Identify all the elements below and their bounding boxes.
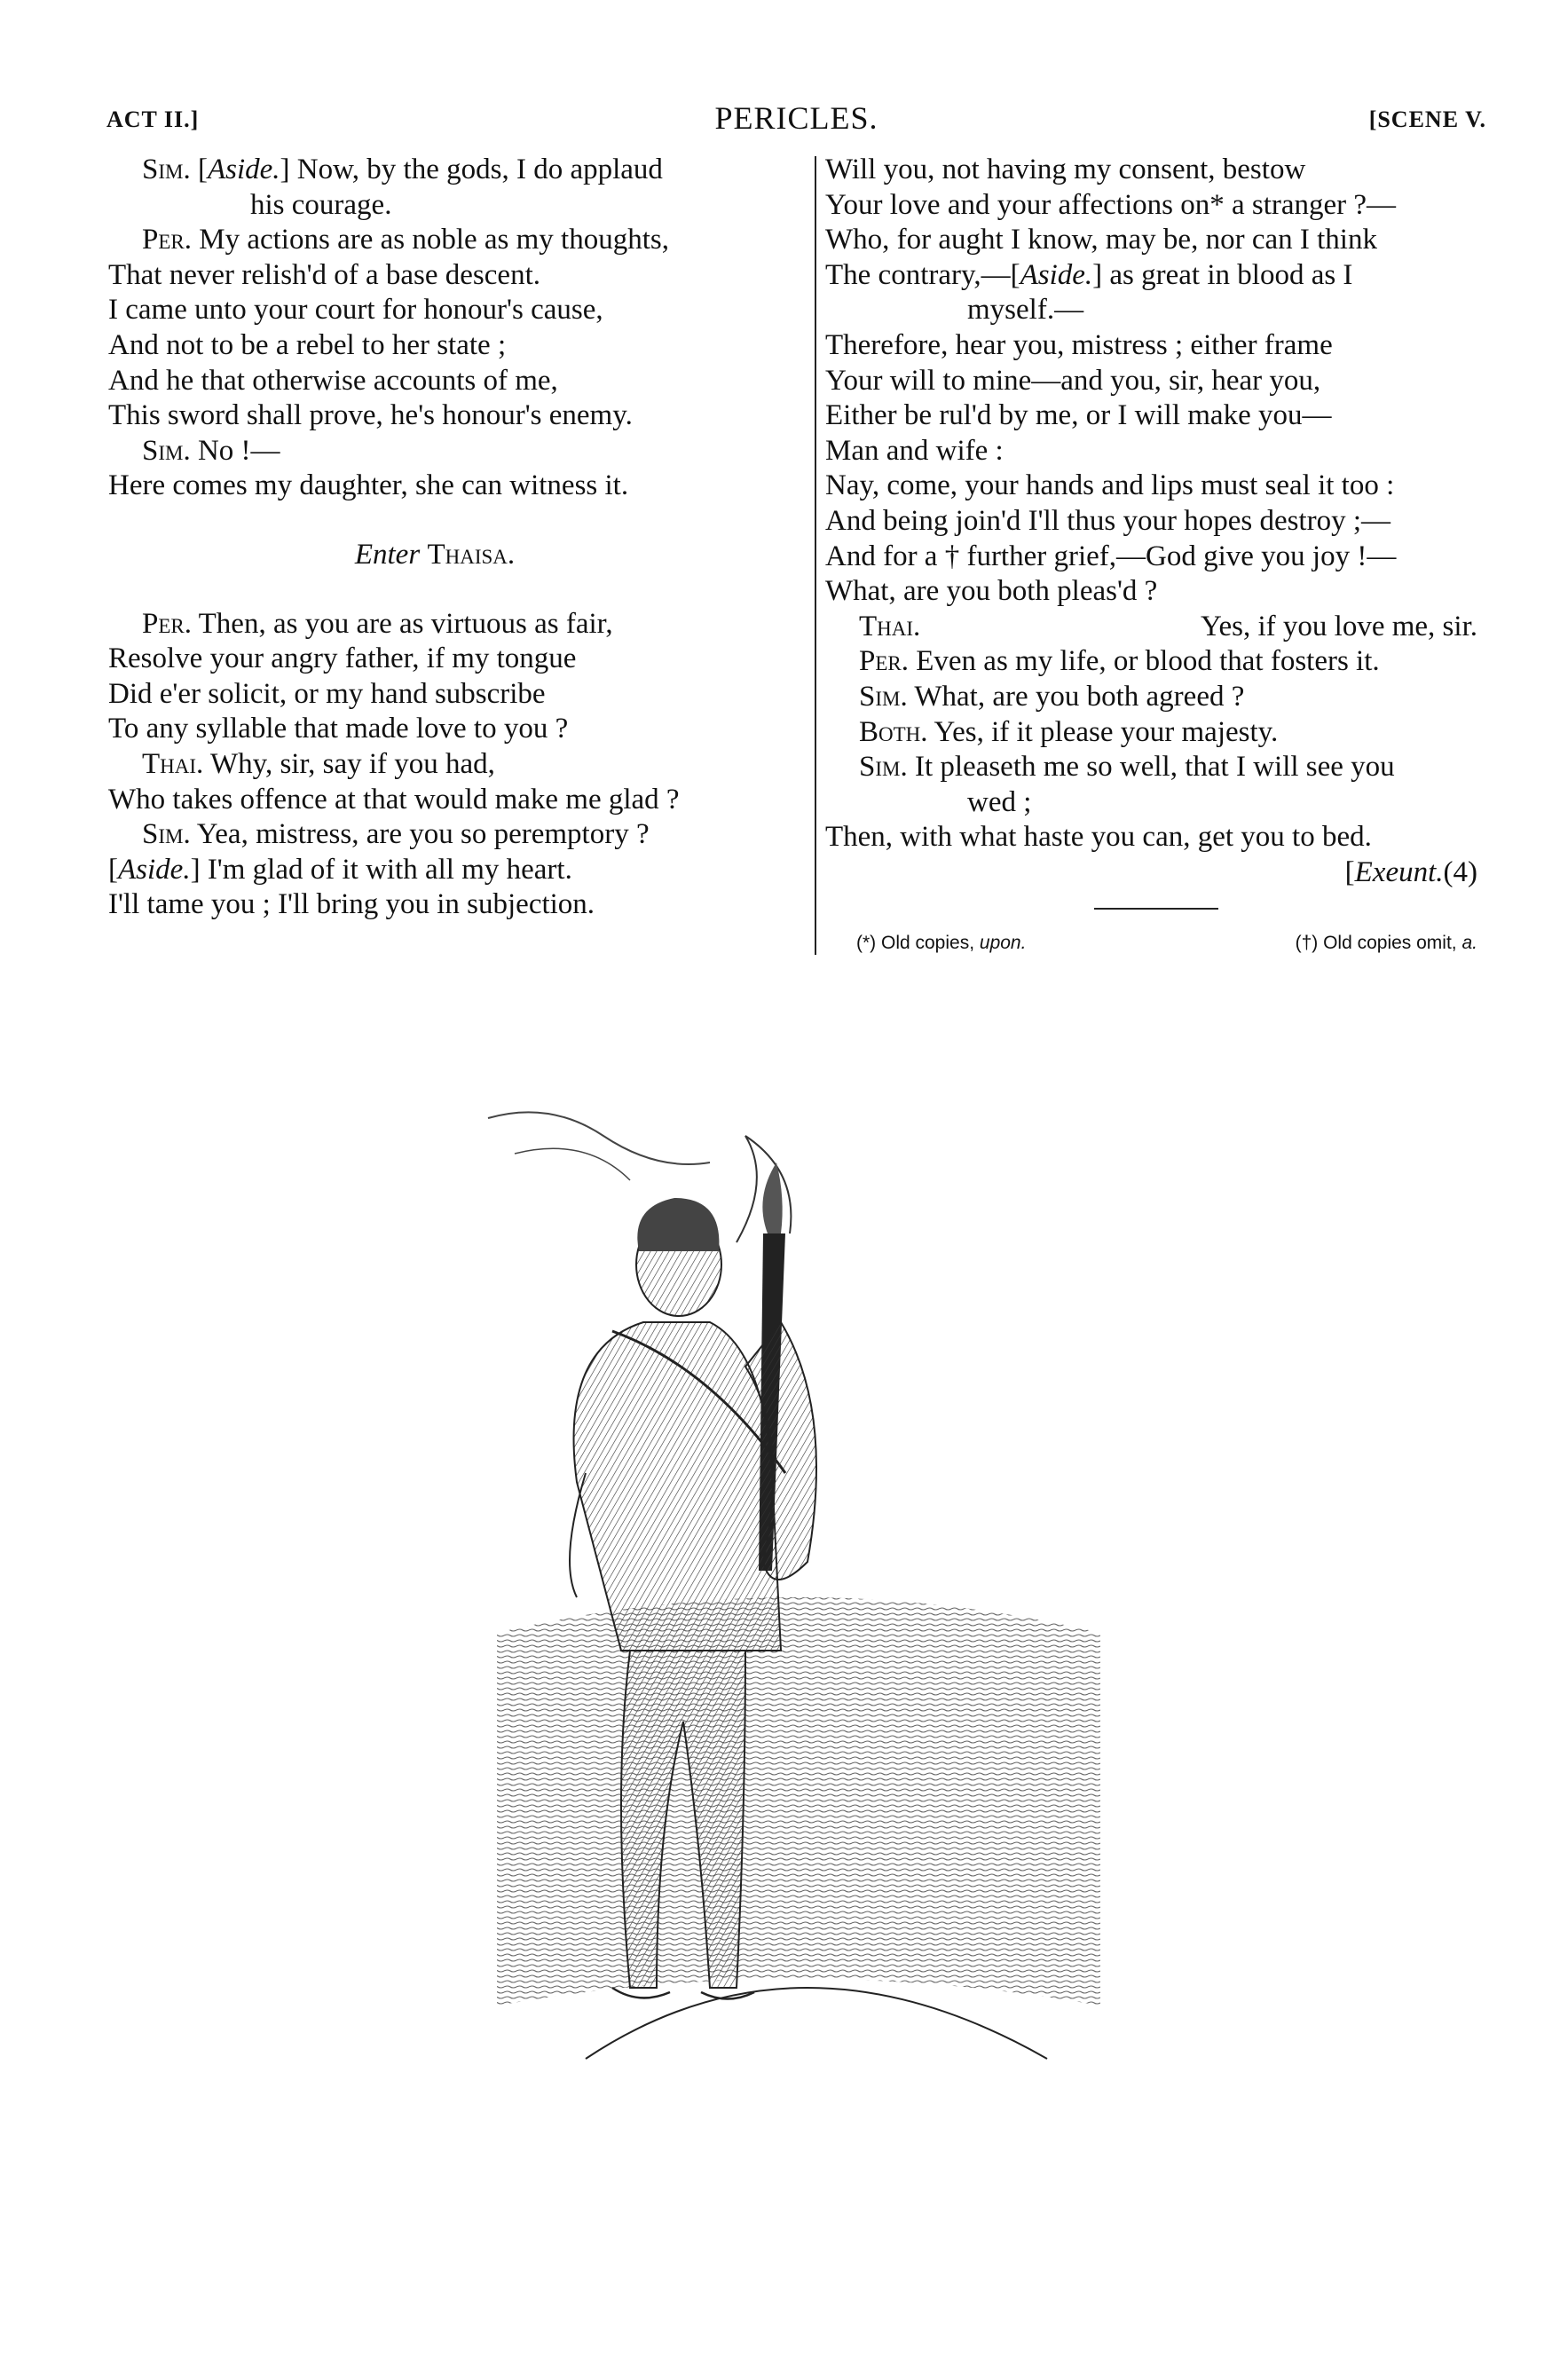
verse-text: Your love and your affections on* a stranger ?— <box>825 188 1397 221</box>
verse-line <box>825 574 1486 610</box>
verse-text: (†) Old copies omit, <box>1295 933 1462 954</box>
verse-text: [ <box>190 154 208 185</box>
stage-direction: a. <box>1461 933 1477 954</box>
verse-line <box>825 328 1486 364</box>
speaker-name: Sim. <box>142 434 191 467</box>
verse-line <box>825 188 1486 224</box>
verse-text: Either be rul'd by me, or I will make you— <box>825 399 1332 432</box>
verse-line <box>108 642 815 677</box>
verse-line <box>825 855 1486 891</box>
verse-text: The contrary,—[ <box>825 258 1020 291</box>
torch-bearer-engraving-icon <box>479 1100 1118 2085</box>
stage-direction: Exeunt. <box>1354 855 1444 888</box>
verse-text: This sword shall prove, he's honour's enemy. <box>108 399 633 432</box>
verse-line <box>108 783 815 818</box>
verse-text: Here comes my daughter, she can witness it. <box>108 469 629 502</box>
verse-text: Yes, if it please your majesty. <box>927 715 1279 748</box>
blank-line <box>108 504 815 538</box>
verse-line <box>108 469 815 504</box>
speaker-name: Sim. <box>142 154 191 185</box>
verse-line <box>825 610 1486 645</box>
verse-text: That never relish'd of a base descent. <box>108 258 540 291</box>
verse-text: Why, sir, say if you had, <box>203 747 495 780</box>
verse-text: And he that otherwise accounts of me, <box>108 364 558 397</box>
verse-text: To any syllable that made love to you ? <box>108 713 569 745</box>
verse-line <box>825 785 1486 821</box>
stage-entrance <box>108 538 815 573</box>
verse-text: Therefore, hear you, mistress ; either frame <box>825 328 1333 361</box>
verse-text: Then, with what haste you can, get you to bed. <box>825 821 1372 854</box>
speaker-name: Both. <box>859 715 928 748</box>
verse-text: Nay, come, your hands and lips must seal it too : <box>825 469 1395 502</box>
verse-text: Resolve your angry father, if my tongue <box>108 642 577 675</box>
verse-text: Who, for aught I know, may be, nor can I think <box>825 224 1377 256</box>
act-label: ACT II.] <box>106 106 200 132</box>
verse-text: ] Now, by the gods, I do applaud <box>280 154 663 185</box>
verse-line <box>825 820 1486 855</box>
verse-text: And not to be a rebel to her state ; <box>108 328 507 361</box>
verse-line <box>825 469 1486 504</box>
verse-line <box>108 677 815 713</box>
column-divider <box>815 156 816 955</box>
stage-direction: Aside. <box>207 154 280 185</box>
verse-line <box>108 607 815 642</box>
footnotes <box>825 926 1486 961</box>
verse-line <box>108 434 815 469</box>
footnote-rule <box>1094 908 1218 910</box>
verse-line <box>108 293 815 328</box>
verse-line <box>108 328 815 364</box>
stage-direction: upon. <box>979 933 1027 954</box>
scene-label: [SCENE V. <box>1368 106 1486 132</box>
speaker-name: Thaisa. <box>427 538 516 571</box>
verse-text: ] as great in blood as I <box>1092 258 1353 291</box>
verse-text: And for a † further grief,—God give you joy !— <box>825 540 1397 572</box>
verse-text: My actions are as noble as my thoughts, <box>192 224 669 256</box>
verse-text: (4) <box>1443 855 1477 888</box>
verse-line <box>825 434 1486 469</box>
stage-direction: Enter <box>354 538 421 571</box>
blank-line <box>108 573 815 607</box>
verse-text: [ <box>1344 855 1355 888</box>
verse-line <box>108 747 815 783</box>
footnote <box>1296 926 1477 961</box>
verse-line <box>108 223 815 258</box>
verse-line <box>825 540 1486 575</box>
verse-text: I'll tame you ; I'll bring you in subjection. <box>108 888 595 921</box>
verse-line <box>825 680 1486 715</box>
line-left <box>859 610 920 645</box>
verse-line <box>825 293 1486 328</box>
verse-line <box>108 364 815 399</box>
stage-direction: Aside. <box>1020 258 1093 291</box>
speaker-name: Per. <box>142 607 192 640</box>
verse-line <box>825 364 1486 399</box>
running-header <box>106 99 1486 135</box>
verse-line <box>825 223 1486 258</box>
verse-line <box>108 853 815 888</box>
verse-line <box>825 715 1486 751</box>
verse-line <box>108 817 815 853</box>
verse-line <box>825 258 1486 294</box>
verse-text: Did e'er solicit, or my hand subscribe <box>108 677 546 710</box>
verse-text: ] I'm glad of it with all my heart. <box>190 853 572 886</box>
speaker-name: Sim. <box>859 751 908 784</box>
right-text-column <box>825 153 1486 961</box>
verse-text: (*) Old copies, <box>856 933 980 954</box>
play-title: PERICLES. <box>714 100 878 136</box>
verse-line <box>108 712 815 747</box>
verse-line <box>108 188 815 224</box>
verse-text: wed ; <box>967 785 1032 818</box>
verse-text: It pleaseth me so well, that I will see you <box>907 751 1395 784</box>
verse-line <box>825 153 1486 188</box>
verse-line <box>825 750 1486 785</box>
verse-text: Yes, if you love me, sir. <box>1201 610 1477 642</box>
verse-text: Man and wife : <box>825 434 1004 467</box>
verse-text: myself.— <box>967 294 1084 327</box>
verse-line <box>108 887 815 923</box>
verse-text: Who takes offence at that would make me glad ? <box>108 783 680 816</box>
verse-line <box>825 504 1486 540</box>
verse-text: Even as my life, or blood that fosters it. <box>909 645 1380 678</box>
verse-text: And being join'd I'll thus your hopes destroy ;— <box>825 504 1391 537</box>
verse-text: What, are you both agreed ? <box>907 680 1245 713</box>
line-right <box>1201 610 1477 645</box>
verse-text: No !— <box>190 434 280 467</box>
speaker-name: Per. <box>142 224 192 256</box>
verse-line <box>108 398 815 434</box>
speaker-name: Sim. <box>859 680 908 713</box>
verse-line <box>108 153 815 188</box>
verse-line <box>825 398 1486 434</box>
verse-text: his courage. <box>250 188 392 221</box>
verse-text: [ <box>108 853 118 886</box>
speaker-name: Per. <box>859 645 909 678</box>
verse-text: Will you, not having my consent, bestow <box>825 154 1306 185</box>
verse-text: Then, as you are as virtuous as fair, <box>192 607 613 640</box>
speaker-name: Sim. <box>142 818 191 851</box>
verse-line <box>108 258 815 294</box>
footnote <box>856 926 1026 961</box>
verse-text: What, are you both pleas'd ? <box>825 575 1158 608</box>
verse-text: I came unto your court for honour's cause, <box>108 294 603 327</box>
speaker-name: Thai. <box>859 610 921 642</box>
verse-text: Yea, mistress, are you so peremptory ? <box>190 818 650 851</box>
stage-direction: Aside. <box>118 853 191 886</box>
left-text-column <box>108 153 815 923</box>
verse-line <box>825 644 1486 680</box>
verse-text: Your will to mine—and you, sir, hear you, <box>825 364 1321 397</box>
speaker-name: Thai. <box>142 747 204 780</box>
